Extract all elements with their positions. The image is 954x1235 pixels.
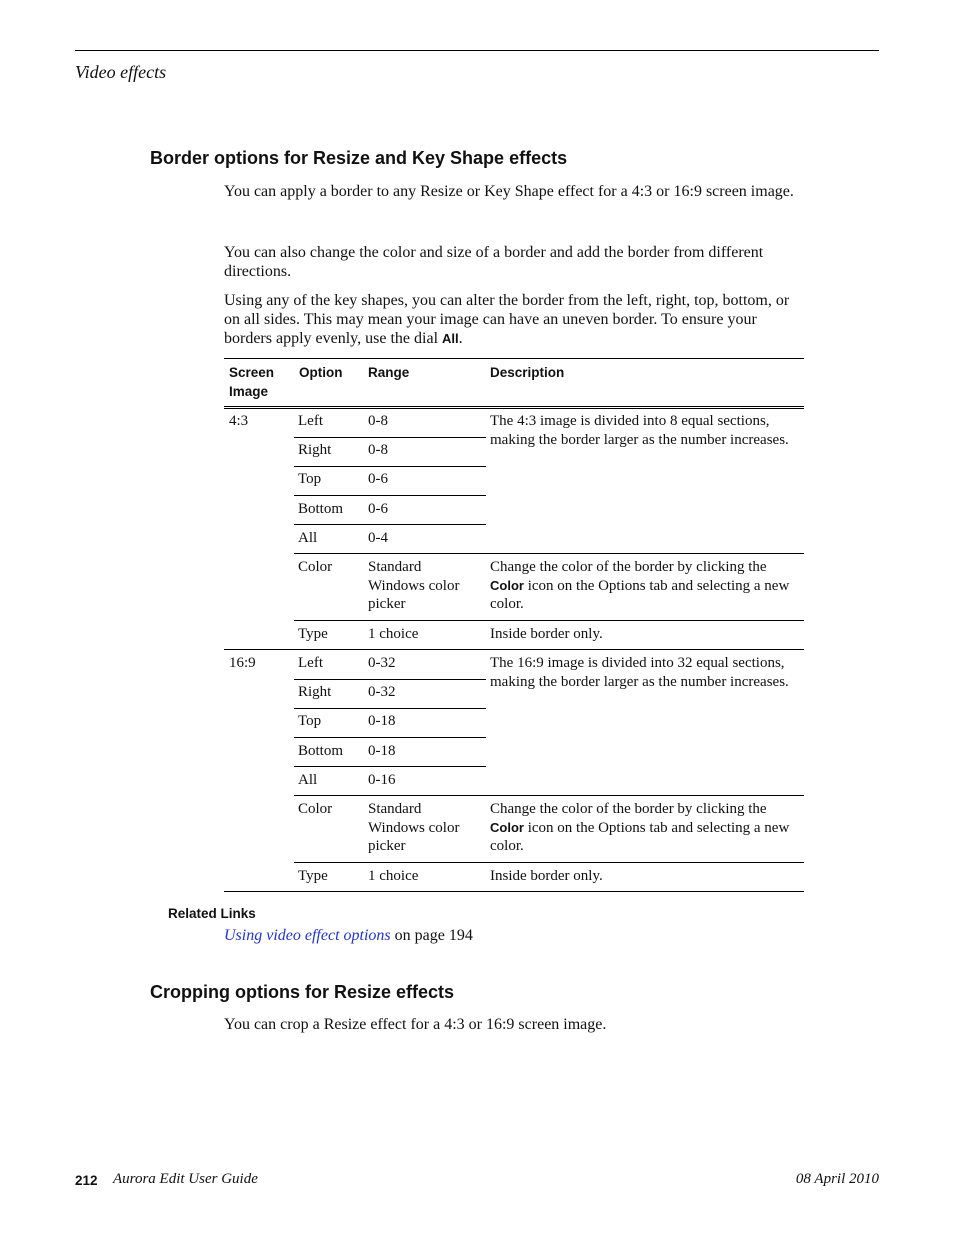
group-rule	[224, 649, 804, 650]
option-cell: All	[298, 530, 318, 546]
range-cell: 1 choice	[368, 626, 419, 642]
option-cell: Left	[298, 655, 323, 671]
header-rule-2	[224, 408, 804, 409]
range-cell: 0-16	[368, 772, 396, 788]
description-cell: The 4:3 image is divided into 8 equal sections, making the border larger as the number increases.	[490, 413, 789, 448]
header-rule-1	[224, 406, 804, 407]
page-number: 212	[75, 1173, 98, 1188]
header-range: Range	[368, 365, 410, 380]
table-bottom-rule	[224, 891, 804, 892]
row-rule	[294, 553, 804, 554]
section-heading-border-options: Border options for Resize and Key Shape effects	[150, 148, 568, 168]
option-cell: Right	[298, 442, 332, 458]
option-cell: Left	[298, 413, 323, 429]
row-rule	[294, 495, 486, 496]
range-cell: 0-6	[368, 471, 388, 487]
running-head: Video effects	[75, 62, 167, 82]
description-cell	[490, 558, 798, 614]
option-cell: Top	[298, 713, 322, 729]
related-link-page-ref: on page 194	[390, 927, 473, 944]
paragraph-color-size: You can also change the color and size of a border and add the border from different directions.	[224, 244, 764, 280]
row-rule	[294, 766, 486, 767]
range-cell: 0-6	[368, 501, 388, 517]
row-rule	[294, 466, 486, 467]
option-cell: All	[298, 772, 318, 788]
option-cell: Bottom	[298, 743, 344, 759]
row-rule	[294, 862, 804, 863]
paragraph-intro: You can apply a border to any Resize or Key Shape effect for a 4:3 or 16:9 screen image.	[224, 183, 794, 200]
description-text: icon on the Options tab and selecting a new color.	[490, 819, 790, 854]
description-cell: The 16:9 image is divided into 32 equal sections, making the border larger as the number increases.	[490, 655, 789, 690]
option-cell: Color	[298, 559, 333, 575]
row-rule	[294, 620, 804, 621]
option-cell: Bottom	[298, 501, 344, 517]
row-rule	[294, 795, 804, 796]
dial-all-label: All	[442, 331, 459, 346]
row-rule	[294, 437, 486, 438]
description-text: icon on the Options tab and selecting a new color.	[490, 577, 790, 612]
row-rule	[294, 679, 486, 680]
row-rule	[294, 708, 486, 709]
header-screen-image: Screen Image	[229, 365, 275, 399]
row-rule	[294, 524, 486, 525]
screen-cell-16-9: 16:9	[229, 655, 256, 671]
screen-cell-4-3: 4:3	[229, 413, 249, 429]
description-cell	[490, 800, 798, 856]
guide-title: Aurora Edit User Guide	[113, 1171, 258, 1187]
range-cell: 1 choice	[368, 868, 419, 884]
range-cell: 0-18	[368, 713, 396, 729]
related-links-heading: Related Links	[168, 906, 256, 921]
header-option: Option	[299, 365, 343, 380]
range-cell: Standard Windows color picker	[368, 801, 460, 854]
related-links-line	[224, 927, 473, 945]
range-cell: 0-8	[368, 442, 388, 458]
option-cell: Top	[298, 471, 322, 487]
header-description: Description	[490, 365, 565, 380]
row-rule	[294, 737, 486, 738]
table-top-rule	[224, 358, 804, 359]
range-cell: 0-8	[368, 413, 388, 429]
paragraph-key-shapes	[224, 291, 808, 348]
document-date: 08 April 2010	[795, 1171, 879, 1187]
range-cell: 0-32	[368, 684, 396, 700]
paragraph-key-shapes-text: Using any of the key shapes, you can alter the border from the left, right, top, bottom, or on all sides. This may mean your image can have an uneven border. To ensure your borders apply evenly, use the dial	[224, 292, 790, 347]
related-link-video-effect-options[interactable]: Using video effect options	[224, 927, 391, 944]
paragraph-key-shapes-end: .	[458, 330, 463, 347]
range-cell: 0-4	[368, 530, 388, 546]
description-cell: Inside border only.	[490, 626, 603, 642]
option-cell: Type	[298, 868, 328, 884]
description-text: Change the color of the border by clicking the	[490, 801, 767, 817]
description-text: Change the color of the border by clicking the	[490, 559, 767, 575]
section-heading-cropping-options: Cropping options for Resize effects	[150, 982, 455, 1002]
range-cell: 0-18	[368, 743, 396, 759]
header-rule	[75, 50, 879, 51]
paragraph-crop: You can crop a Resize effect for a 4:3 or 16:9 screen image.	[224, 1016, 607, 1033]
option-cell: Right	[298, 684, 332, 700]
range-cell: 0-32	[368, 655, 396, 671]
color-icon-label: Color	[490, 577, 524, 593]
color-icon-label: Color	[490, 819, 524, 835]
option-cell: Color	[298, 801, 333, 817]
option-cell: Type	[298, 626, 328, 642]
description-cell: Inside border only.	[490, 868, 603, 884]
range-cell: Standard Windows color picker	[368, 559, 460, 612]
